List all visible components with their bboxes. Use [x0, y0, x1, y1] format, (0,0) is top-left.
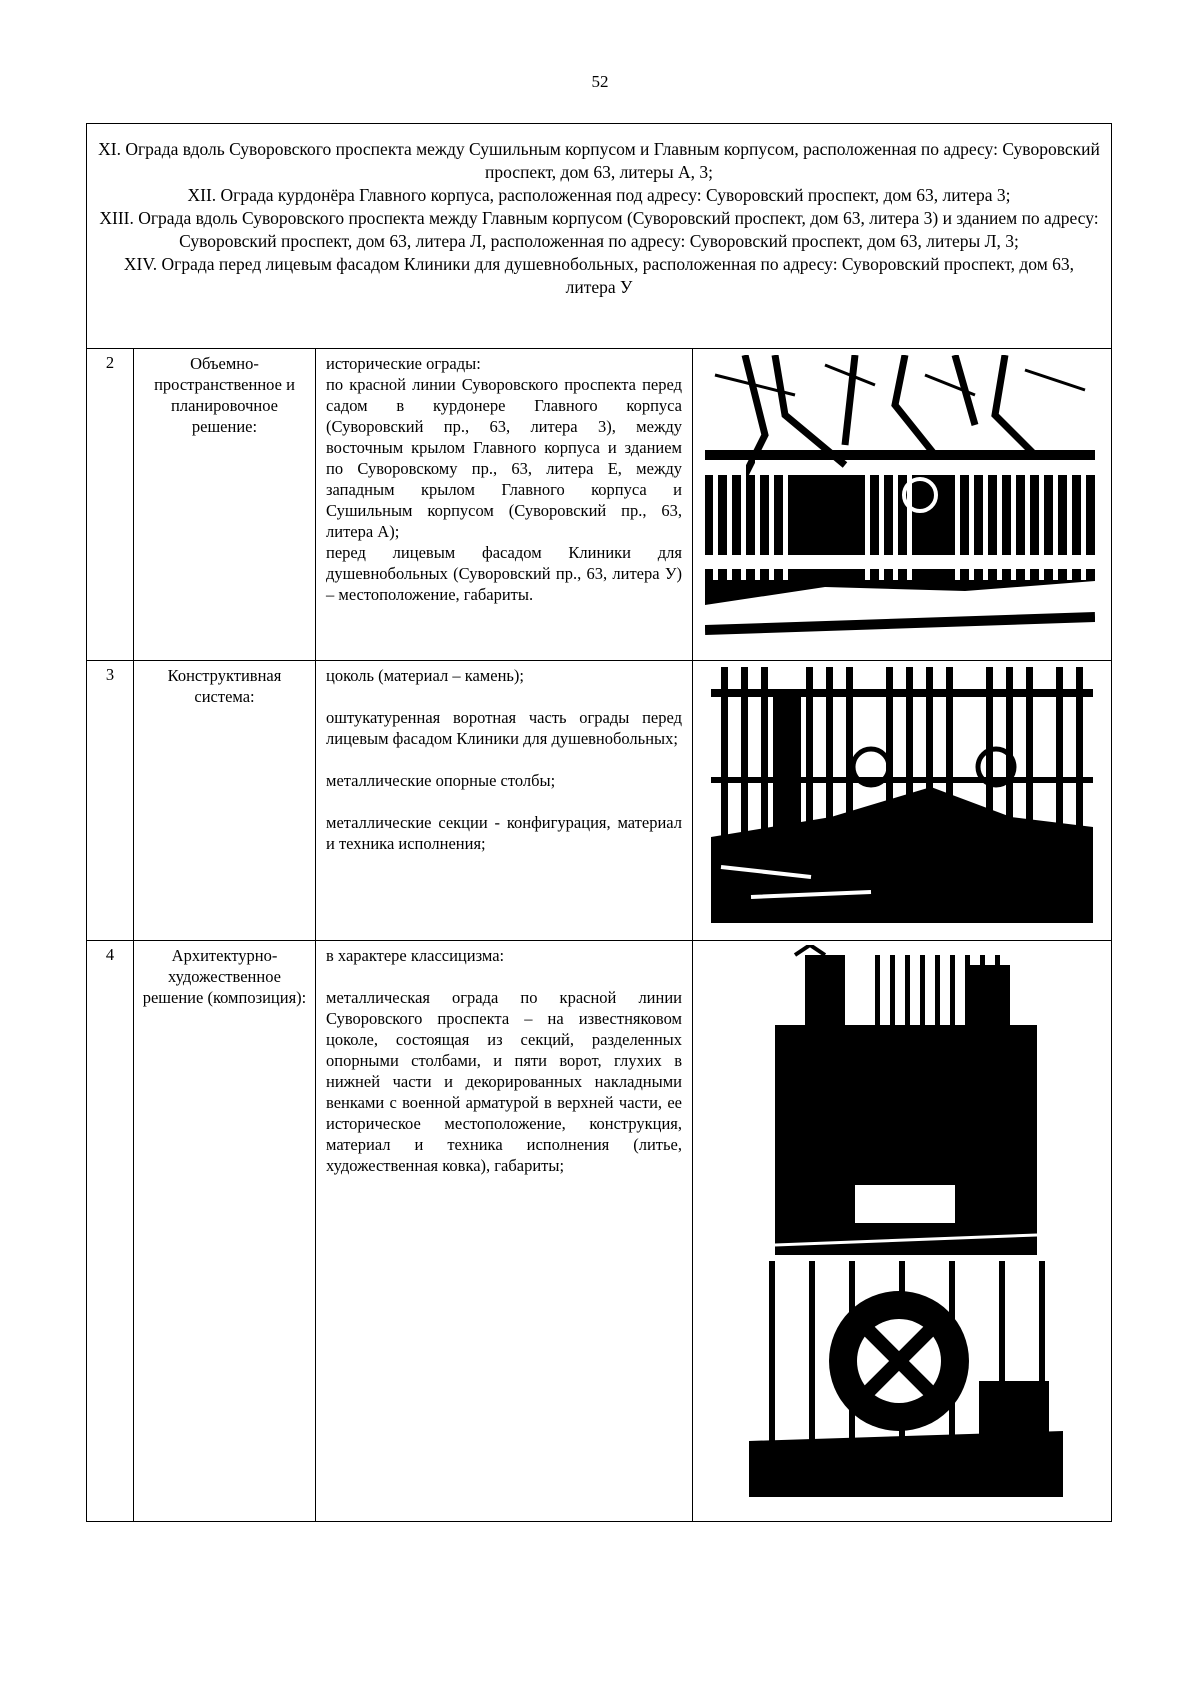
fence-photo: [705, 355, 1095, 651]
page-number: 52: [591, 72, 609, 91]
row-category: Объемно-пространственное и планировочное решение:: [134, 349, 316, 660]
description-paragraph: цоколь (материал – камень);: [326, 666, 524, 685]
gate-photo: [711, 667, 1093, 923]
row-photo-cell: [693, 349, 1111, 660]
description-paragraph: по красной линии Суворовского проспекта перед садом в курдонере Главного корпуса (Суворовский пр., 63, литера 3), между восточным крылом Главного корпуса и зданием по Суворовскому пр., 63, литера Е, между западным крылом Главного корпуса и Сушильным корпусом (Суворовский пр., 63, литера А);: [326, 375, 682, 541]
header-line: XIV. Ограда перед лицевым фасадом Клиники для душевнобольных, расположенная по адресу: Суворовский проспект, дом 63, литера У: [123, 254, 1075, 297]
row-photo-cell: [693, 941, 1111, 1521]
table-row: [87, 941, 1111, 1521]
row-number: 2: [87, 349, 134, 660]
header-line: XI. Ограда вдоль Суворовского проспекта между Сушильным корпусом и Главным корпусом, расположенная по адресу: Суворовский проспект, дом 63, литеры А, 3;: [98, 139, 1100, 182]
row-description: [316, 661, 693, 940]
row-number: 3: [87, 661, 134, 940]
header-line: XIII. Ограда вдоль Суворовского проспекта между Главным корпусом (Суворовский проспект, дом 63, литера 3) и зданием по адресу: Суворовский проспект, дом 63, литера Л, расположенная по адресу: Суворовский проспект, дом 63, литеры Л, 3;: [99, 208, 1099, 251]
description-paragraph: металлические секции - конфигурация, материал и техника исполнения;: [326, 813, 682, 853]
row-description: [316, 941, 693, 1521]
table-row: [87, 349, 1111, 661]
gate-post-photo: [775, 945, 1037, 1255]
table-header: [87, 124, 1111, 349]
description-paragraph: перед лицевым фасадом Клиники для душевнобольных (Суворовский пр., 63, литера У) – местоположение, габариты.: [326, 543, 682, 604]
document-table: [86, 123, 1112, 1522]
row-description: [316, 349, 693, 660]
row-number: 4: [87, 941, 134, 1521]
description-paragraph: исторические ограды:: [326, 354, 481, 373]
row-category: Конструктивная система:: [134, 661, 316, 940]
row-category: Архитектурно-художественное решение (композиция):: [134, 941, 316, 1521]
description-paragraph: металлические опорные столбы;: [326, 771, 556, 790]
description-paragraph: в характере классицизма:: [326, 946, 505, 965]
description-paragraph: оштукатуренная воротная часть ограды перед лицевым фасадом Клиники для душевнобольных;: [326, 708, 682, 748]
description-paragraph: металлическая ограда по красной линии Суворовского проспекта – на известняковом цоколе, состоящая из секций, разделенных опорными столбами, и пяти ворот, глухих в нижней части и декорированных накладными венками с военной арматурой в верхней части, ее историческое местоположение, конструкция, материал и техника исполнения (литье, художественная ковка), габариты;: [326, 988, 682, 1175]
wreath-detail-photo: [749, 1261, 1063, 1497]
table-row: [87, 661, 1111, 941]
header-line: XII. Ограда курдонёра Главного корпуса, расположенная под адресу: Суворовский проспект, дом 63, литера 3;: [187, 185, 1011, 205]
row-photo-cell: [693, 661, 1111, 940]
